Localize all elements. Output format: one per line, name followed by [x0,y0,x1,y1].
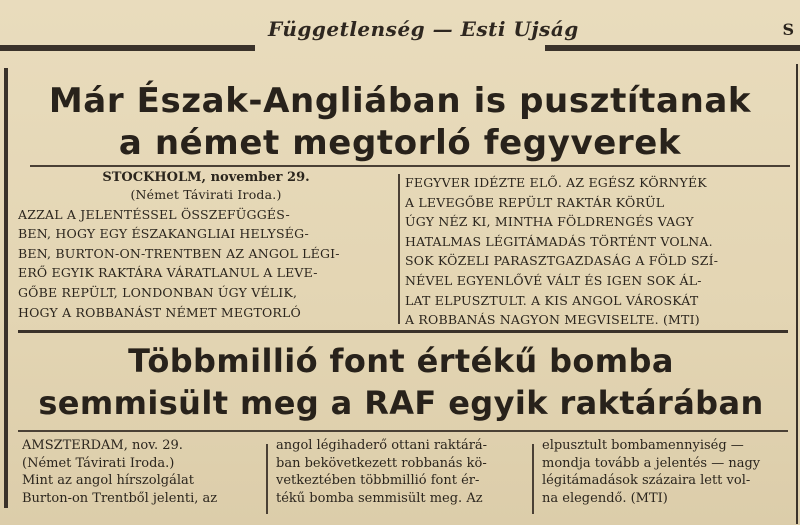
article2-col-c-line: elpusztult bombamennyiség — [542,438,744,453]
article1-col-a-line: HOGY A ROBBANÁST NÉMET MEGTORLÓ [18,304,301,320]
left-border-rule [4,68,8,508]
column-divider [266,444,268,514]
column-divider [398,174,400,324]
masthead-rule-right [545,45,800,51]
article2-col-b-line: vetkeztében többmillió font ér- [276,473,480,488]
article1-headline-line2: a német megtorló fegyverek [118,123,682,163]
article1-dateline: STOCKHOLM, november 29. [102,170,310,185]
article1-col-b-line: FEGYVER IDÉZTE ELŐ. AZ EGÉSZ KÖRNYÉK [405,175,707,190]
article1-col-a-line: (Német Távirati Iroda.) [130,187,282,202]
article1-col-b-line: SOK KÖZELI PARASZTGAZDASÁG A FÖLD SZÍ- [405,253,719,269]
article1-col-b-line: A ROBBANÁS NAGYON MEGVISELTE. (MTI) [405,312,700,328]
article1-col-a-line: AZZAL A JELENTÉSSEL ÖSSZEFÜGGÉS- [18,206,290,222]
article2-headline-line2: semmisült meg a RAF egyik raktárában [38,384,764,422]
masthead-title: Függetlenség — Esti Ujság [268,17,579,41]
article2-col-b-line: tékű bomba semmisült meg. Az [276,490,483,506]
article1-col-b-line: LAT ELPUSZTULT. A KIS ANGOL VÁROSKÁT [405,292,699,308]
column-divider [532,444,534,514]
right-border-rule [796,64,798,524]
article1-col-a-line: GŐBE REPÜLT, LONDONBAN ÚGY VÉLIK, [18,284,298,300]
article1-col-a-line: BEN, HOGY EGY ÉSZAKANGLIAI HELYSÉG- [18,226,309,242]
article2-col-c-line: mondja tovább a jelentés — nagy [542,455,761,471]
article2-col-c-line: légitámadások százaira lett vol- [542,473,751,488]
article1-column-b [405,173,790,330]
article2-col-b-line: angol légihaderő ottani raktárá- [276,438,488,453]
masthead [0,14,800,58]
page-number: S [782,20,794,39]
article1-col-a-line: BEN, BURTON-ON-TRENTBEN AZ ANGOL LÉGI- [18,245,340,261]
article-divider [18,330,788,333]
article2-col-a-line: (Német Távirati Iroda.) [22,455,175,471]
headline-divider [30,165,790,167]
article2-col-a-line: Mint az angol hírszolgálat [22,473,194,488]
article1-headline [10,80,790,164]
article1-col-b-line: HATALMAS LÉGITÁMADÁS TÖRTÉNT VOLNA. [405,233,713,249]
article2-col-c-line: na elegendő. (MTI) [542,490,668,506]
article2-col-b-line: ban bekövetkezett robbanás kö- [276,455,487,471]
article2-dateline: AMSZTERDAM, nov. 29. [22,438,183,453]
article2-column-c [542,437,792,507]
article1-col-b-line: NÉVEL EGYENLŐVÉ VÁLT ÉS IGEN SOK ÁL- [405,272,702,288]
headline-divider [18,430,788,432]
article1-column-a [18,170,394,322]
masthead-rule-left [0,45,255,51]
article1-col-b-line: ÚGY NÉZ KI, MINTHA FÖLDRENGÉS VAGY [405,214,694,230]
article2-headline-line1: Többmillió font értékű bomba [128,342,674,380]
article2-column-b [276,437,526,507]
article2-col-a-line: Burton-on Trentből jelenti, az [22,490,218,506]
article2-headline [6,340,796,424]
article1-col-b-line: A LEVEGŐBE REPÜLT RAKTÁR KÖRÜL [405,194,665,210]
article2-column-a [22,437,262,507]
article1-headline-line1: Már Észak-Angliában is pusztítanak [48,81,752,121]
article1-col-a-line: ERŐ EGYIK RAKTÁRA VÁRATLANUL A LEVE- [18,265,318,281]
